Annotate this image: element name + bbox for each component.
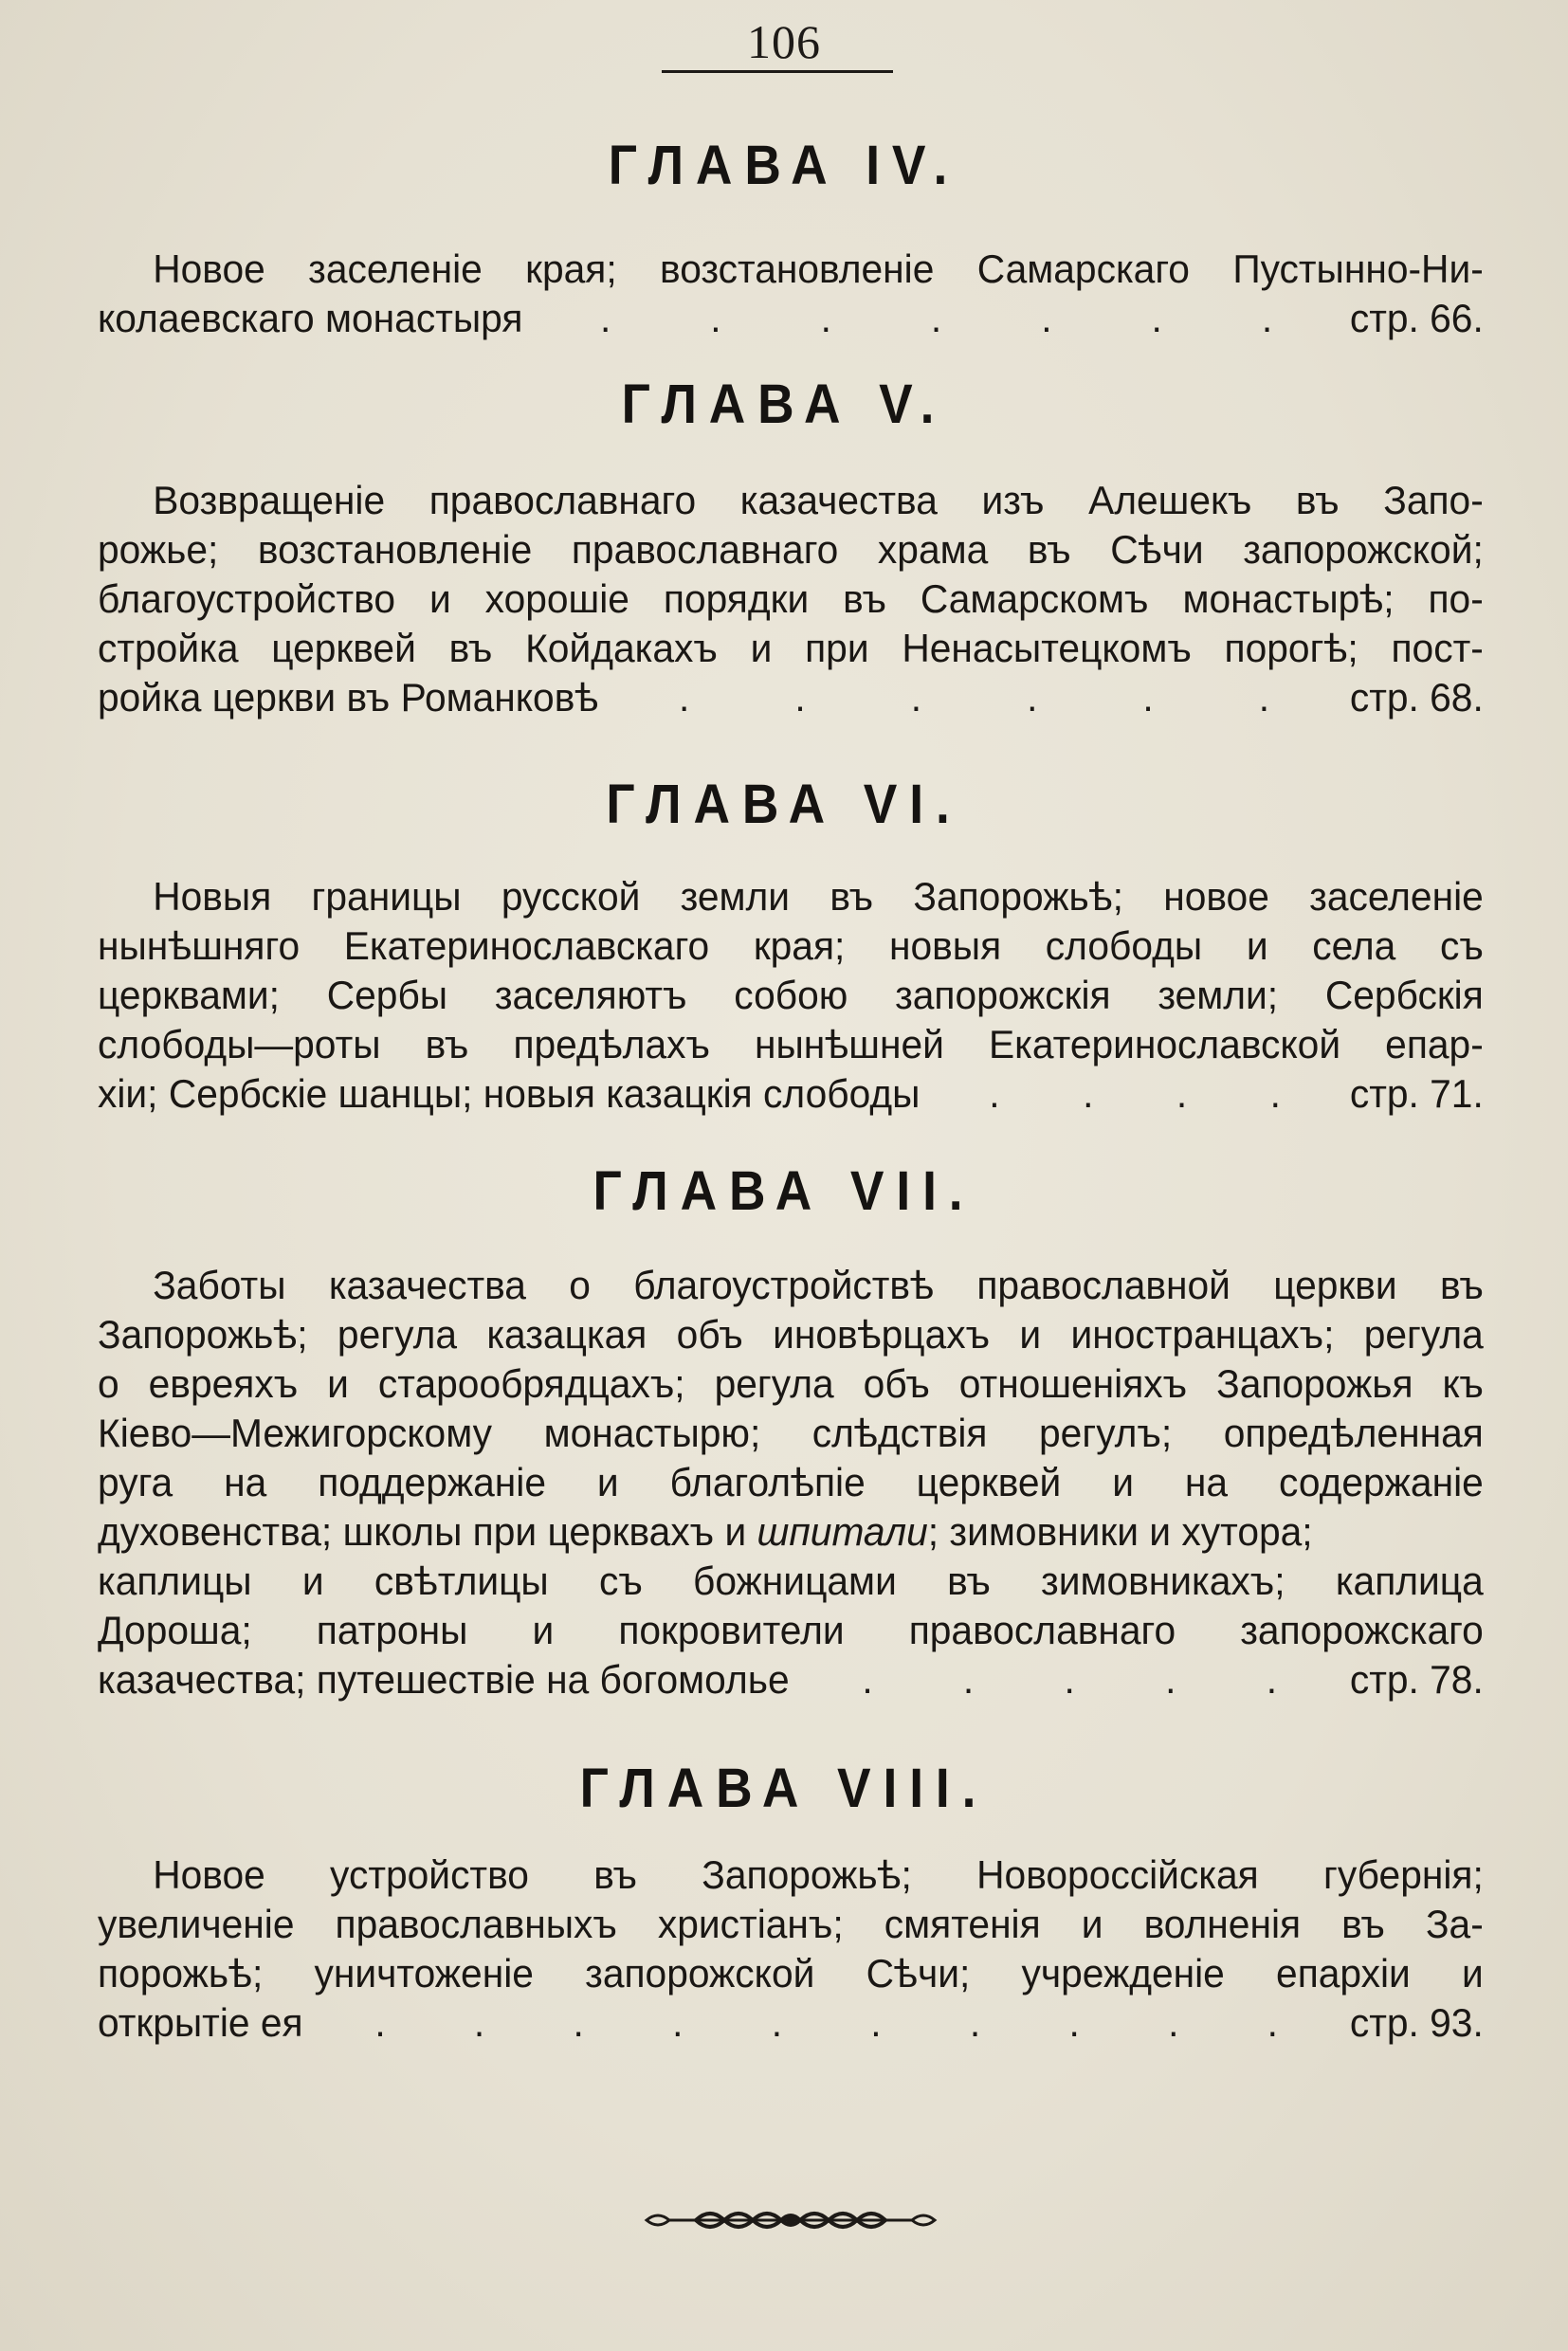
leader-dots: . . . . . . xyxy=(678,675,1270,720)
chapter-6-summary xyxy=(98,872,1482,1119)
summary-line-text: открытіе ея xyxy=(98,2000,303,2045)
summary-line: порожьѣ; уничтоженіе запорожской Сѣчи; учрежденіе епархіи и xyxy=(98,1951,1484,1996)
summary-line: о евреяхъ и старообрядцахъ; регула объ отношеніяхъ Запорожья къ xyxy=(98,1361,1484,1406)
summary-line: Кіево—Межигорскому монастырю; слѣдствія регулъ; опредѣленная xyxy=(98,1411,1484,1455)
chapter-5 xyxy=(0,372,1568,438)
summary-line: благоустройство и хорошіе порядки въ Самарскомъ монастырѣ; по- xyxy=(98,576,1484,621)
chapter-title: ГЛАВА VI. xyxy=(606,774,962,835)
summary-line-text: хіи; Сербскіе шанцы; новыя казацкія слободы xyxy=(98,1071,921,1116)
summary-line: рожье; возстановленіе православнаго храма въ Сѣчи запорожской; xyxy=(98,527,1484,572)
summary-line-mixed xyxy=(98,1507,1484,1557)
page-reference: стр. 66. xyxy=(1349,296,1484,340)
summary-line: Дороша; патроны и покровители православнаго запорожскаго xyxy=(98,1608,1484,1652)
page-reference: стр. 78. xyxy=(1349,1657,1484,1702)
chapter-6 xyxy=(0,772,1568,838)
summary-line: Новое заселеніе края; возстановленіе Самарскаго Пустынно-Ни- xyxy=(153,246,1484,291)
summary-line-toc xyxy=(98,1069,1484,1119)
summary-line-text: колаевскаго монастыря xyxy=(98,296,523,340)
chapter-title: ГЛАВА IV. xyxy=(608,135,960,196)
header-rule xyxy=(662,70,893,73)
chapter-8-summary xyxy=(98,1850,1482,2048)
chapter-8 xyxy=(0,1756,1568,1822)
summary-line: увеличеніе православныхъ христіанъ; смятенія и волненія въ За- xyxy=(98,1902,1484,1946)
page-reference: стр. 68. xyxy=(1349,675,1484,720)
summary-line: Заботы казачества о благоустройствѣ православной церкви въ xyxy=(153,1263,1484,1307)
leader-dots: . . . . . . . xyxy=(599,296,1273,340)
summary-line: каплицы и свѣтлицы съ божницами въ зимовникахъ; каплица xyxy=(98,1558,1484,1603)
summary-line-text: духовенства; школы при церквахъ и xyxy=(98,1509,747,1554)
summary-line: стройка церквей въ Койдакахъ и при Ненасытецкомъ порогѣ; пост- xyxy=(98,626,1484,670)
summary-line-text: ройка церкви въ Романковѣ xyxy=(98,675,599,720)
summary-line: слободы—роты въ предѣлахъ нынѣшней Екатеринославской епар- xyxy=(98,1022,1484,1066)
chapter-4-summary xyxy=(98,245,1482,343)
chapter-4 xyxy=(0,133,1568,199)
summary-line: Запорожьѣ; регула казацкая объ иновѣрцахъ и иностранцахъ; регула xyxy=(98,1312,1484,1357)
summary-line: церквами; Сербы заселяютъ собою запорожскія земли; Сербскія xyxy=(98,973,1484,1017)
summary-line-toc xyxy=(98,1998,1484,2048)
chapter-title: ГЛАВА V. xyxy=(621,374,947,435)
summary-line-toc xyxy=(98,673,1484,722)
page-number: 106 xyxy=(747,15,821,68)
summary-line: Возвращеніе православнаго казачества изъ Алешекъ въ Запо- xyxy=(153,478,1484,522)
summary-line: Новыя границы русской земли въ Запорожьѣ; новое заселеніе xyxy=(153,874,1484,919)
summary-line-tail: ; зимовники и хутора; xyxy=(927,1509,1313,1554)
chapter-7 xyxy=(0,1158,1568,1225)
summary-line-text: казачества; путешествіе на богомолье xyxy=(98,1657,790,1702)
page-reference: стр. 71. xyxy=(1349,1071,1484,1116)
leader-dots: . . . . xyxy=(989,1071,1281,1116)
chapter-5-summary xyxy=(98,476,1482,722)
chapter-title: ГЛАВА VII. xyxy=(593,1160,975,1222)
summary-line-toc xyxy=(98,1655,1484,1704)
summary-line: руга на поддержаніе и благолѣпіе церквей и на содержаніе xyxy=(98,1460,1484,1504)
summary-line-toc xyxy=(98,294,1484,343)
summary-line: Новое устройство въ Запорожьѣ; Новороссійская губернія; xyxy=(153,1852,1484,1897)
summary-line: нынѣшняго Екатеринославскаго края; новыя слободы и села съ xyxy=(98,923,1484,968)
italic-term: шпитали xyxy=(757,1509,928,1554)
chapter-7-summary xyxy=(98,1261,1482,1704)
chapter-title: ГЛАВА VIII. xyxy=(579,1758,989,1819)
decorative-ornament-icon xyxy=(639,2201,942,2239)
page-reference: стр. 93. xyxy=(1349,2000,1484,2045)
leader-dots: . . . . . . . . . . xyxy=(374,2000,1278,2045)
leader-dots: . . . . . xyxy=(862,1657,1278,1702)
